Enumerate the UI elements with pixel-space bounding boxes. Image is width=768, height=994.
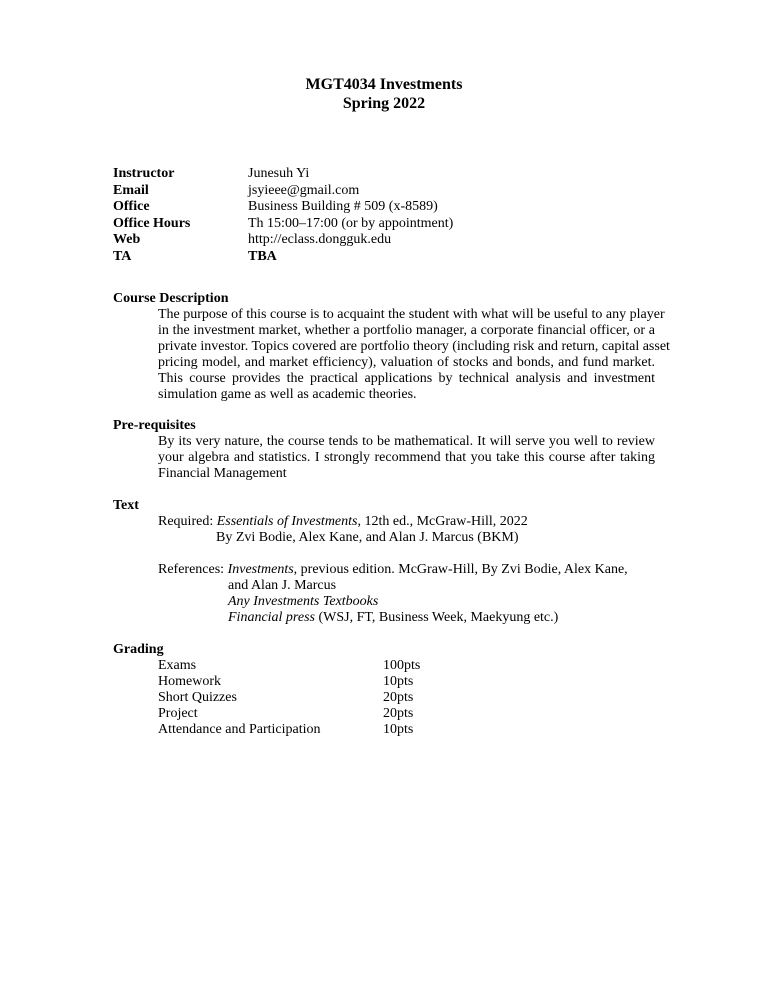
required-authors: By Zvi Bodie, Alex Kane, and Alan J. Marcus (BKM) [216,530,519,545]
paragraph-line: pricing model, and market efficiency), valuation of stocks and bonds, and fund market. [158,355,655,370]
info-row-web [113,232,453,249]
info-value: TBA [248,248,277,264]
course-term: Spring 2022 [342,95,426,112]
grading-item-label: Exams [158,658,197,673]
info-value: Junesuh Yi [248,166,310,181]
course-info-table [113,166,453,265]
info-label: TA [113,248,132,264]
grading-item-label: Homework [158,674,221,689]
paragraph-line: The purpose of this course is to acquaint the student with what will be useful to any player [158,307,665,322]
required-prefix: Required: [158,514,217,529]
grading-item-label: Attendance and Participation [158,722,321,737]
info-row-office-hours [113,216,453,233]
info-value: http://eclass.dongguk.edu [248,232,392,247]
info-row-office [113,199,453,216]
references-book-title: Investments [227,562,294,577]
text-heading: Text [113,498,139,513]
references-press-title: Financial press [228,610,315,625]
paragraph-line: your algebra and statistics. I strongly recommend that you take this course after taking [158,450,655,465]
info-label: Office [113,199,150,214]
grading-item-label: Short Quizzes [158,690,237,705]
info-row-ta [113,249,453,266]
grading-heading: Grading [113,642,164,657]
info-value: Business Building # 509 (x-8589) [248,199,438,214]
grading-item-label: Project [158,706,198,721]
references-textbooks: Any Investments Textbooks [228,594,379,609]
course-title: MGT4034 Investments [305,76,463,93]
grading-item-points: 100pts [383,658,421,673]
references-book-details: , previous edition. McGraw-Hill, By Zvi Bodie, Alex Kane, [293,562,628,577]
references-authors: and Alan J. Marcus [228,578,337,593]
references-line [158,562,628,578]
paragraph-line: Financial Management [158,466,287,481]
info-label: Email [113,182,149,198]
info-value: jsyieee@gmail.com [248,182,360,198]
course-description-text [158,307,670,403]
info-label: Web [113,232,141,247]
info-label: Office Hours [113,215,191,231]
grading-item-points: 10pts [383,722,414,737]
prerequisites-text [158,434,655,482]
grading-item-points: 10pts [383,674,414,689]
grading-item-points: 20pts [383,706,414,721]
paragraph-line: in the investment market, whether a portfolio manager, a corporate financial officer, or a [158,323,655,338]
info-row-email [113,183,453,200]
prerequisites-heading: Pre-requisites [113,418,196,433]
paragraph-line: By its very nature, the course tends to be mathematical. It will serve you well to review [158,434,655,449]
info-label: Instructor [113,166,175,181]
info-row-instructor [113,166,453,183]
references-prefix: References: [158,562,228,577]
required-text-line [158,514,528,530]
paragraph-line: simulation game as well as academic theories. [158,387,417,402]
paragraph-line: private investor. Topics covered are portfolio theory (including risk and return, capital asset [158,339,670,354]
grading-item-points: 20pts [383,690,414,705]
required-book-details: , 12th ed., McGraw-Hill, 2022 [357,514,528,529]
course-description-heading: Course Description [113,291,229,306]
references-press-details: (WSJ, FT, Business Week, Maekyung etc.) [314,610,559,625]
info-value: Th 15:00–17:00 (or by appointment) [248,215,454,231]
paragraph-line: This course provides the practical applications by technical analysis and investment [158,371,655,386]
references-press [228,610,558,626]
required-book-title: Essentials of Investments [216,514,358,529]
